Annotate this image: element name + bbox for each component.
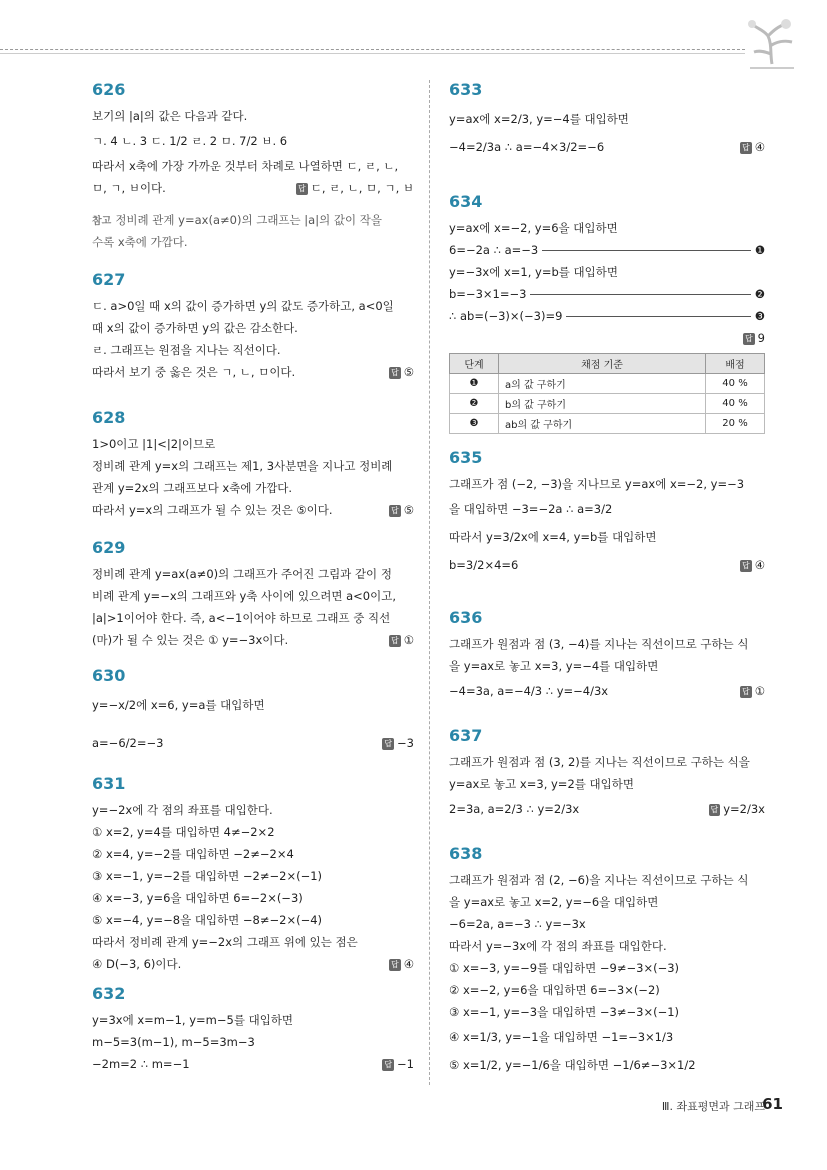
answer-value: ㄷ, ㄹ, ㄴ, ㅁ, ㄱ, ㅂ bbox=[310, 181, 414, 195]
answer-value: −1 bbox=[397, 1057, 414, 1071]
line-text: y=ax에 x=2/3, y=−4를 대입하면 bbox=[449, 112, 629, 126]
solution-line bbox=[449, 261, 765, 283]
line-text: ㄹ. 그래프는 원점을 지나는 직선이다. bbox=[92, 343, 281, 357]
solution-line bbox=[92, 563, 414, 585]
problem-number: 636 bbox=[449, 608, 483, 627]
solution-line bbox=[449, 305, 765, 327]
answer-value: ⑤ bbox=[403, 503, 414, 517]
grading-cell: ab의 값 구하기 bbox=[499, 414, 706, 434]
line-text: y=−3x에 x=1, y=b를 대입하면 bbox=[449, 265, 618, 279]
line-text: ⑤ x=1/2, y=−1/6을 대입하면 −1/6≠−3×1/2 bbox=[449, 1058, 696, 1072]
line-text: ㄱ. 4 ㄴ. 3 ㄷ. 1/2 ㄹ. 2 ㅁ. 7/2 ㅂ. 6 bbox=[92, 134, 288, 148]
line-text: 그래프가 원점과 점 (3, −4)를 지나는 직선이므로 구하는 식 bbox=[449, 637, 749, 651]
line-text: −6=2a, a=−3 ∴ y=−3x bbox=[449, 917, 586, 931]
solution-line bbox=[92, 317, 414, 339]
grading-header: 배점 bbox=[706, 354, 765, 374]
solution-line bbox=[449, 495, 765, 523]
solution-line bbox=[92, 155, 414, 177]
solution-line bbox=[449, 773, 765, 795]
line-text: 그래프가 점 (−2, −3)을 지나므로 y=ax에 x=−2, y=−3 bbox=[449, 477, 745, 491]
step-marker: ❶ bbox=[754, 243, 765, 257]
line-text: 6=−2a ∴ a=−3 bbox=[449, 243, 542, 257]
problem-number: 638 bbox=[449, 844, 483, 863]
step-marker: ❷ bbox=[754, 287, 765, 301]
solution-line bbox=[92, 607, 414, 629]
answer bbox=[389, 629, 414, 651]
problem-number: 629 bbox=[92, 538, 126, 557]
footer-chapter: Ⅲ. 좌표평면과 그래프 bbox=[661, 1100, 765, 1113]
solution-line bbox=[92, 499, 414, 521]
page-number: 61 bbox=[762, 1095, 783, 1113]
solution-line bbox=[92, 177, 414, 199]
solution-line bbox=[92, 455, 414, 477]
line-text: 정비례 관계 y=ax(a≠0)의 그래프는 |a|의 값이 작을 bbox=[115, 213, 382, 227]
grading-cell: ❶ bbox=[450, 374, 499, 394]
line-text: −2m=2 ∴ m=−1 bbox=[92, 1057, 190, 1071]
line-text: ① x=2, y=4를 대입하면 4≠−2×2 bbox=[92, 825, 275, 839]
answer-value: ① bbox=[754, 684, 765, 698]
problem-637 bbox=[449, 726, 765, 823]
solution-line bbox=[449, 979, 765, 1001]
answer bbox=[389, 361, 414, 383]
solution-line bbox=[92, 105, 414, 127]
solution-line bbox=[92, 585, 414, 607]
problem-number: 637 bbox=[449, 726, 483, 745]
solution-line bbox=[92, 629, 414, 651]
solution-line bbox=[449, 935, 765, 957]
solution-line bbox=[92, 729, 414, 757]
line-text: ∴ ab=(−3)×(−3)=9 bbox=[449, 309, 566, 323]
line-text: m−5=3(m−1), m−5=3m−3 bbox=[92, 1035, 255, 1049]
line-text: ⑤ x=−4, y=−8을 대입하면 −8≠−2×(−4) bbox=[92, 913, 323, 927]
problem-number: 628 bbox=[92, 408, 126, 427]
line-text: 관계 y=2x의 그래프보다 x축에 가깝다. bbox=[92, 481, 293, 495]
line-text: b=3/2×4=6 bbox=[449, 558, 519, 572]
solution-line bbox=[92, 231, 414, 253]
solution-line bbox=[92, 199, 414, 209]
line-text: 따라서 정비례 관계 y=−2x의 그래프 위에 있는 점은 bbox=[92, 935, 358, 949]
line-text: ④ D(−3, 6)이다. bbox=[92, 957, 182, 971]
solution-line bbox=[449, 957, 765, 979]
solution-line bbox=[449, 217, 765, 239]
grading-cell: 20 % bbox=[706, 414, 765, 434]
problem-628 bbox=[92, 408, 414, 521]
solution-line bbox=[92, 339, 414, 361]
answer-value: 9 bbox=[757, 331, 765, 345]
answer-value: ④ bbox=[754, 140, 765, 154]
line-text: 따라서 보기 중 옳은 것은 ㄱ, ㄴ, ㅁ이다. bbox=[92, 365, 296, 379]
line-text: ④ x=1/3, y=−1을 대입하면 −1=−3×1/3 bbox=[449, 1030, 674, 1044]
grading-cell: 40 % bbox=[706, 374, 765, 394]
grading-row bbox=[450, 374, 765, 394]
grading-cell: ❸ bbox=[450, 414, 499, 434]
header-rule bbox=[0, 49, 745, 50]
answer-value: ④ bbox=[754, 558, 765, 572]
line-text: 1>0이고 |1|<|2|이므로 bbox=[92, 437, 216, 451]
problem-631 bbox=[92, 774, 414, 975]
solution-line bbox=[449, 795, 765, 823]
solution-line bbox=[92, 433, 414, 455]
solution-line bbox=[92, 865, 414, 887]
line-text: ② x=−2, y=6을 대입하면 6=−3×(−2) bbox=[449, 983, 660, 997]
line-text: ② x=4, y=−2를 대입하면 −2≠−2×4 bbox=[92, 847, 294, 861]
answer bbox=[389, 953, 414, 975]
grading-cell: ❷ bbox=[450, 394, 499, 414]
answer-badge: 답 bbox=[390, 959, 399, 969]
line-text: −4=2/3a ∴ a=−4×3/2=−6 bbox=[449, 140, 605, 154]
line-text: ③ x=−1, y=−2를 대입하면 −2≠−2×(−1) bbox=[92, 869, 323, 883]
solution-line bbox=[449, 133, 765, 161]
line-text: ③ x=−1, y=−3을 대입하면 −3≠−3×(−1) bbox=[449, 1005, 680, 1019]
answer-value: ⑤ bbox=[403, 365, 414, 379]
solution-line bbox=[449, 655, 765, 677]
problem-626 bbox=[92, 80, 414, 253]
header-rule-secondary bbox=[0, 53, 745, 54]
problem-number: 630 bbox=[92, 666, 126, 685]
solution-line bbox=[92, 127, 414, 155]
solution-line bbox=[92, 295, 414, 317]
line-text: 수록 x축에 가깝다. bbox=[92, 235, 188, 249]
problem-number: 632 bbox=[92, 984, 126, 1003]
problem-629 bbox=[92, 538, 414, 651]
answer bbox=[296, 177, 414, 199]
grading-cell: b의 값 구하기 bbox=[499, 394, 706, 414]
line-text: 보기의 |a|의 값은 다음과 같다. bbox=[92, 109, 248, 123]
answer bbox=[382, 1053, 414, 1075]
line-text: y=ax로 놓고 x=3, y=2를 대입하면 bbox=[449, 777, 634, 791]
solution-line bbox=[449, 239, 765, 261]
solution-line bbox=[449, 751, 765, 773]
solution-line bbox=[92, 1031, 414, 1053]
solution-line bbox=[92, 361, 414, 383]
line-text: −4=3a, a=−4/3 ∴ y=−4/3x bbox=[449, 684, 609, 698]
solution-line bbox=[449, 1001, 765, 1023]
line-text: 정비례 관계 y=x의 그래프는 제1, 3사분면을 지나고 정비례 bbox=[92, 459, 393, 473]
grading-row bbox=[450, 394, 765, 414]
solution-line bbox=[449, 473, 765, 495]
column-divider bbox=[429, 80, 430, 1085]
line-text: (마)가 될 수 있는 것은 ① y=−3x이다. bbox=[92, 633, 289, 647]
line-text: 을 y=ax로 놓고 x=3, y=−4를 대입하면 bbox=[449, 659, 659, 673]
problem-634 bbox=[449, 192, 765, 434]
line-text: |a|>1이어야 한다. 즉, a<−1이어야 하므로 그래프 중 직선 bbox=[92, 611, 391, 625]
line-text: b=−3×1=−3 bbox=[449, 287, 530, 301]
step-marker: ❸ bbox=[754, 309, 765, 323]
problem-632 bbox=[92, 984, 414, 1075]
grading-cell: 40 % bbox=[706, 394, 765, 414]
problem-630 bbox=[92, 666, 414, 757]
solution-line bbox=[92, 909, 414, 931]
line-text: 따라서 x축에 가장 가까운 것부터 차례로 나열하면 ㄷ, ㄹ, ㄴ, bbox=[92, 159, 399, 173]
problem-number: 631 bbox=[92, 774, 126, 793]
solution-line bbox=[449, 1023, 765, 1051]
solution-line bbox=[92, 209, 414, 231]
answer-badge: 답 bbox=[298, 183, 306, 193]
line-text: y=−x/2에 x=6, y=a를 대입하면 bbox=[92, 698, 265, 712]
answer-value: −3 bbox=[397, 736, 414, 750]
problem-number: 633 bbox=[449, 80, 483, 99]
grading-cell: a의 값 구하기 bbox=[499, 374, 706, 394]
problem-627 bbox=[92, 270, 414, 383]
problem-number: 635 bbox=[449, 448, 483, 467]
answer-badge: 답 bbox=[741, 142, 750, 152]
solution-line bbox=[92, 1009, 414, 1031]
solution-line bbox=[449, 913, 765, 935]
problem-number: 627 bbox=[92, 270, 126, 289]
solution-line bbox=[449, 551, 765, 579]
problem-636 bbox=[449, 608, 765, 705]
solution-line bbox=[92, 843, 414, 865]
answer bbox=[740, 551, 765, 579]
answer bbox=[389, 499, 414, 521]
solution-line bbox=[449, 1051, 765, 1079]
line-text: ㄷ. a>0일 때 x의 값이 증가하면 y의 값도 증가하고, a<0일 bbox=[92, 299, 394, 313]
answer-badge: 답 bbox=[384, 738, 393, 748]
answer bbox=[709, 795, 766, 823]
line-text: 을 대입하면 −3=−2a ∴ a=3/2 bbox=[449, 502, 613, 516]
problem-633 bbox=[449, 80, 765, 161]
grading-table bbox=[449, 353, 765, 434]
answer-badge: 답 bbox=[741, 560, 750, 570]
line-text: 그래프가 원점과 점 (3, 2)를 지나는 직선이므로 구하는 식을 bbox=[449, 755, 750, 769]
line-text: ① x=−3, y=−9를 대입하면 −9≠−3×(−3) bbox=[449, 961, 680, 975]
solution-line bbox=[449, 677, 765, 705]
line-text: ㅁ, ㄱ, ㅂ이다. bbox=[92, 181, 166, 195]
note-tag: 참고 bbox=[92, 216, 112, 227]
line-text: 때 x의 값이 증가하면 y의 값은 감소한다. bbox=[92, 321, 298, 335]
solution-line bbox=[449, 633, 765, 655]
solution-line bbox=[92, 887, 414, 909]
answer bbox=[740, 133, 765, 161]
line-text: 그래프가 원점과 점 (2, −6)을 지나는 직선이므로 구하는 식 bbox=[449, 873, 749, 887]
solution-line bbox=[92, 719, 414, 729]
answer-badge: 답 bbox=[390, 367, 399, 377]
line-text: 따라서 y=−3x에 각 점의 좌표를 대입한다. bbox=[449, 939, 667, 953]
answer-badge: 답 bbox=[744, 333, 753, 343]
answer-value: ④ bbox=[403, 957, 414, 971]
problem-635 bbox=[449, 448, 765, 579]
line-text: 따라서 y=x의 그래프가 될 수 있는 것은 ⑤이다. bbox=[92, 503, 333, 517]
line-text: 2=3a, a=2/3 ∴ y=2/3x bbox=[449, 802, 580, 816]
answer bbox=[740, 677, 765, 705]
solution-line bbox=[92, 799, 414, 821]
line-text: y=3x에 x=m−1, y=m−5를 대입하면 bbox=[92, 1013, 294, 1027]
solution-line bbox=[92, 953, 414, 975]
line-text: a=−6/2=−3 bbox=[92, 736, 164, 750]
answer-badge: 답 bbox=[384, 1059, 393, 1069]
answer bbox=[743, 327, 765, 349]
answer-value: ① bbox=[403, 633, 414, 647]
solution-line bbox=[449, 891, 765, 913]
line-text: y=ax에 x=−2, y=6을 대입하면 bbox=[449, 221, 618, 235]
line-text: 정비례 관계 y=ax(a≠0)의 그래프가 주어진 그림과 같이 정 bbox=[92, 567, 392, 581]
solution-line bbox=[92, 931, 414, 953]
answer-badge: 답 bbox=[741, 686, 750, 696]
solution-line bbox=[449, 523, 765, 551]
problem-number: 626 bbox=[92, 80, 126, 99]
answer bbox=[382, 729, 414, 757]
line-text: ④ x=−3, y=6을 대입하면 6=−2×(−3) bbox=[92, 891, 303, 905]
line-text: 따라서 y=3/2x에 x=4, y=b를 대입하면 bbox=[449, 530, 657, 544]
problem-number: 634 bbox=[449, 192, 483, 211]
answer-badge: 답 bbox=[390, 635, 399, 645]
answer-value: y=2/3x bbox=[723, 802, 765, 816]
tree-illustration-icon bbox=[742, 14, 802, 72]
grading-header: 단계 bbox=[450, 354, 499, 374]
problem-638 bbox=[449, 844, 765, 1079]
grading-header: 채점 기준 bbox=[499, 354, 706, 374]
answer-badge: 답 bbox=[390, 505, 399, 515]
line-text: y=−2x에 각 점의 좌표를 대입한다. bbox=[92, 803, 273, 817]
grading-row bbox=[450, 414, 765, 434]
solution-line bbox=[92, 1053, 414, 1075]
solution-line bbox=[449, 105, 765, 133]
solution-line bbox=[92, 691, 414, 719]
solution-line bbox=[449, 327, 765, 349]
solution-line bbox=[449, 283, 765, 305]
solution-line bbox=[92, 821, 414, 843]
solution-line bbox=[449, 869, 765, 891]
answer-badge: 답 bbox=[710, 804, 719, 814]
line-text: 비례 관계 y=−x의 그래프와 y축 사이에 있으려면 a<0이고, bbox=[92, 589, 397, 603]
line-text: 을 y=ax로 놓고 x=2, y=−6을 대입하면 bbox=[449, 895, 659, 909]
solution-line bbox=[92, 477, 414, 499]
